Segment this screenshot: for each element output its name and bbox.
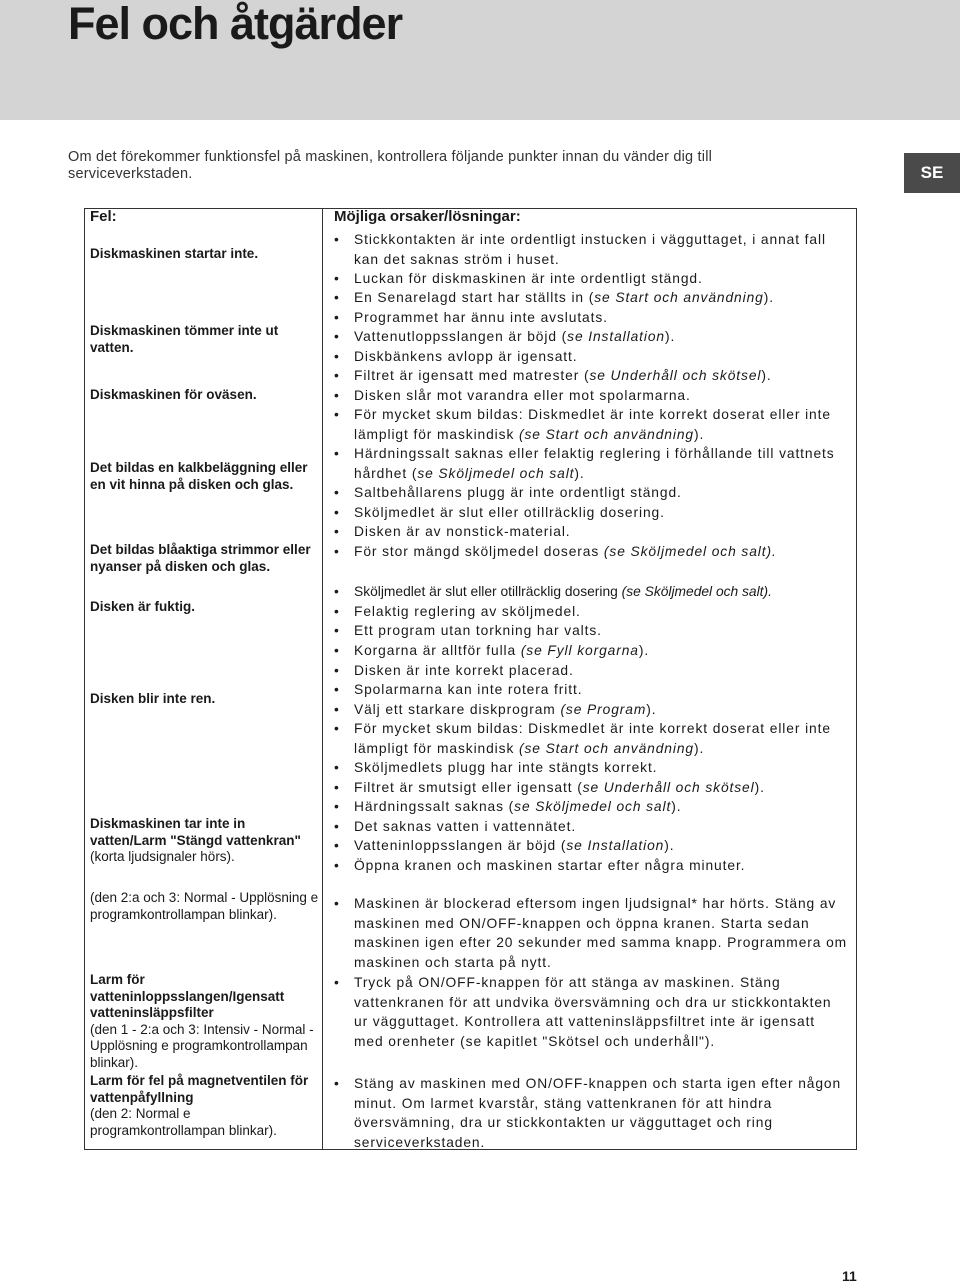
causes-column-header: Möjliga orsaker/lösningar: [334,208,521,225]
cause-item: • Härdningssalt saknas (se Sköljmedel och salt). [334,799,682,814]
column-divider [322,208,323,1150]
language-tab: SE [904,153,960,193]
fault-item: Larm för fel på magnetventilen för vattenpåfyllning (den 2: Normal e programkontrollampan blinkar). [90,1073,309,1138]
fault-item: Diskmaskinen för oväsen. [90,387,257,402]
cause-item: • Maskinen är blockerad eftersom ingen ljudsignal* har hörts. Stäng av maskinen med ON/OFF-knappen och öppna kranen. Starta sedan maskinen igen efter 20 sekunder med samma knapp. Programmera om maskinen och starta på nytt. [334,896,848,970]
cause-item: • Öppna kranen och maskinen startar efter några minuter. [334,858,746,873]
cause-item: • Vattenutloppsslangen är böjd (se Installation). [334,329,676,344]
cause-item: • Ett program utan torkning har valts. [334,623,602,638]
cause-item: • För mycket skum bildas: Diskmedlet är inte korrekt doserat eller inte lämpligt för maskindisk (se Start och användning). [334,721,831,756]
cause-item: • Programmet har ännu inte avslutats. [334,310,608,325]
cause-item: • Stäng av maskinen med ON/OFF-knappen och starta igen efter någon minut. Om larmet kvarstår, stäng vattenkranen för att hindra översvämning, dra ur stickkontakten ur vägguttaget och ring serviceverkstaden. [334,1076,842,1150]
fault-item: Disken är fuktig. [90,599,196,614]
cause-item: • Stickkontakten är inte ordentligt instucken i vägguttaget, i annat fall kan det saknas ström i huset. [334,232,826,267]
cause-item: • Vatteninloppsslangen är böjd (se Installation). [334,838,675,853]
cause-item: • Filtret är smutsigt eller igensatt (se Underhåll och skötsel). [334,780,765,795]
intro-text: Om det förekommer funktionsfel på maskinen, kontrollera följande punkter innan du vänder dig till serviceverkstaden. [68,149,713,182]
cause-item: • För mycket skum bildas: Diskmedlet är inte korrekt doserat eller inte lämpligt för maskindisk (se Start och användning). [334,407,831,442]
cause-item: • För stor mängd sköljmedel doseras (se Sköljmedel och salt). [334,544,777,559]
page-number: 11 [842,1268,857,1284]
fault-item: Diskmaskinen startar inte. [90,246,259,261]
cause-item: • Luckan för diskmaskinen är inte ordentligt stängd. [334,271,703,286]
cause-item: • Sköljmedlet är slut eller otillräcklig dosering. [334,505,665,520]
fault-item: Diskmaskinen tömmer inte ut vatten. [90,323,279,355]
cause-item: • Härdningssalt saknas eller felaktig reglering i förhållande till vattnets hårdhet (se Sköljmedel och salt). [334,446,835,481]
page-title: Fel och åtgärder [68,0,403,49]
cause-item: • Disken slår mot varandra eller mot spolarmarna. [334,388,691,403]
cause-item: • Spolarmarna kan inte rotera fritt. [334,682,583,697]
cause-item: • Välj ett starkare diskprogram (se Program). [334,702,657,717]
cause-item: • Saltbehållarens plugg är inte ordentligt stängd. [334,485,682,500]
fault-item: Disken blir inte ren. [90,691,216,706]
cause-item: • Tryck på ON/OFF-knappen för att stänga av maskinen. Stäng vattenkranen för att undvika översvämning och dra ur stickkontakten ur vägguttaget. Kontrollera att vatteninsläppsfiltret inte är igensatt med orenheter (se kapitlet "Skötsel och underhåll"). [334,975,832,1049]
fault-item: Det bildas en kalkbeläggning eller en vit hinna på disken och glas. [90,460,308,492]
cause-item: • Disken är inte korrekt placerad. [334,663,574,678]
cause-item: • Det saknas vatten i vattennätet. [334,819,577,834]
cause-item: • Disken är av nonstick-material. [334,524,571,539]
cause-item: • Korgarna är alltför fulla (se Fyll korgarna). [334,643,650,658]
cause-item: • Felaktig reglering av sköljmedel. [334,604,581,619]
fault-item: Larm för vatteninloppsslangen/Igensatt vatteninsläppsfilter (den 1 - 2:a och 3: Intensiv - Normal - Upplösning e programkontrollampan blinkar). [90,972,314,1070]
cause-item: • Sköljmedlet är slut eller otillräcklig dosering (se Sköljmedel och salt). [334,584,772,599]
fault-column-header: Fel: [90,208,117,225]
cause-item: • Diskbänkens avlopp är igensatt. [334,349,578,364]
cause-item: • Filtret är igensatt med matrester (se Underhåll och skötsel). [334,368,772,383]
fault-item: Diskmaskinen tar inte in vatten/Larm "Stängd vattenkran" (korta ljudsignaler hörs). [90,816,301,864]
fault-item: Det bildas blåaktiga strimmor eller nyanser på disken och glas. [90,542,311,574]
cause-item: • En Senarelagd start har ställts in (se Start och användning). [334,290,774,305]
cause-item: • Sköljmedlets plugg har inte stängts korrekt. [334,760,658,775]
fault-note: (den 2:a och 3: Normal - Upplösning e programkontrollampan blinkar). [90,890,319,922]
